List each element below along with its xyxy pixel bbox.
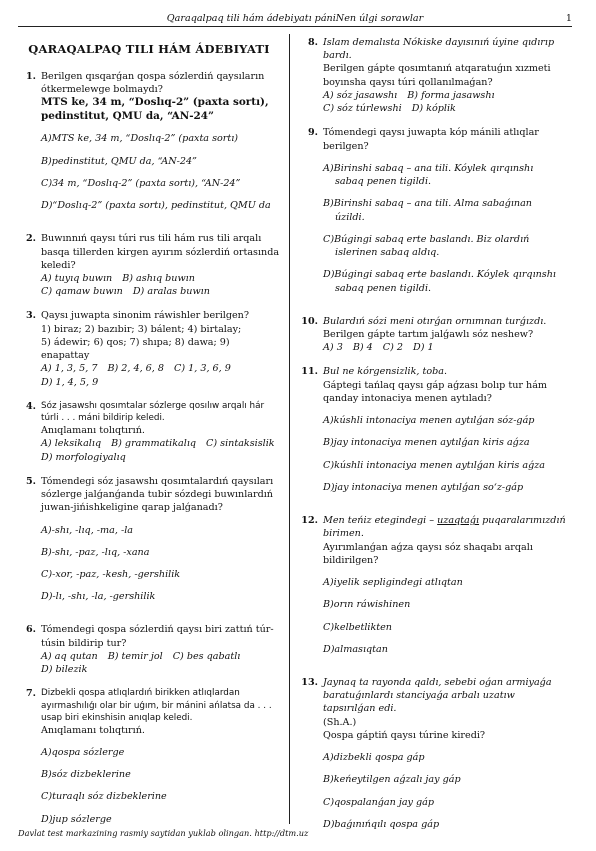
word-list-line-2: 5) ádewir; 6) qos; 7) shıpa; 8) dawa; 9) enapattay (41, 336, 230, 362)
question-12 (300, 514, 570, 665)
question-number: 8. (307, 37, 318, 48)
option-a-line-2: sabaq penen tigildi. (335, 176, 432, 188)
question-8 (300, 36, 570, 115)
left-column (18, 36, 280, 846)
question-text: Tómendegi qaysı juwapta kóp mánili atlıqlar berilgen? (323, 127, 539, 152)
option-d[interactable]: D) aralas buwın (132, 286, 210, 298)
option-c-line-1: C)Búgingi sabaq erte baslandı. Biz olardıń (323, 233, 530, 245)
option-b[interactable]: B)sóz dizbeklerine (41, 769, 131, 781)
option-d[interactable]: D) kóplik (411, 103, 456, 115)
option-a[interactable]: A)dizbekli qospa gáp (323, 752, 425, 764)
question-text: Sóz jasawshı qosımtalar sózlerge qosılıw arqalı hár túrli . . . máni bildirip keledi. (41, 400, 265, 423)
option-a[interactable]: A) tuyıq buwın (41, 273, 113, 284)
option-d[interactable]: D)“Doslıq-2” (paxta sortı), pedinstitut, QMU da (41, 200, 271, 212)
question-number: 12. (301, 515, 318, 527)
document-title: QARAQALPAQ TILI HÁM ÁDEBIYATI (28, 42, 270, 56)
option-d[interactable]: D) morfologiyalıq (41, 451, 126, 463)
question-text: Berilgen qısqarǵan qospa sózlerdiń qaysıların ótkermelewge bolmaydı? (41, 70, 265, 96)
option-a[interactable]: A)qospa sózlerge (41, 747, 125, 759)
option-a[interactable] (323, 162, 570, 188)
page-footer: Davlat test markazining rasmiy saytidan yuklab olingan. http://dtm.uz (18, 828, 309, 838)
option-d[interactable]: D)jay intonaciya menen aytılǵan so‘z-gáp (323, 481, 524, 493)
option-b[interactable]: B)keńeytilgen aǵzalı jay gáp (323, 774, 461, 786)
option-b[interactable]: B) grammatikalıq (111, 438, 197, 450)
option-b[interactable]: B) 2, 4, 6, 8 (107, 363, 164, 375)
page-number: 1 (565, 13, 572, 24)
option-c[interactable]: C) sintaksislik (206, 438, 275, 450)
option-c-line-2: islerinen sabaq aldıq. (335, 247, 440, 259)
option-c[interactable]: C) bes qabatlı (172, 650, 241, 662)
option-a[interactable]: A) sóz jasawshı (323, 89, 398, 101)
option-d[interactable]: D) bilezik (41, 664, 88, 676)
option-b[interactable]: B) 4 (352, 342, 373, 354)
question-text: Tómendegi sóz jasawshı qosımtalardıń qaysıları sózlerge jalǵanǵanda tubir sózdegi buwınlardıń juwan-jińishkeligine qarap jalǵanadı? (41, 475, 274, 514)
option-c[interactable]: C) 2 (382, 342, 404, 354)
option-d[interactable]: D)jup sózlerge (41, 813, 112, 825)
question-4 (18, 400, 280, 464)
quote-end: puqaralarımızdıń birimen. (323, 515, 566, 540)
question-instruction: Anıqlamanı tolıqtırıń. (41, 724, 145, 736)
question-number: 10. (301, 315, 318, 327)
option-c[interactable]: C)turaqlı sóz dizbeklerine (41, 791, 167, 803)
question-number: 4. (25, 400, 36, 412)
option-a[interactable]: A)-shı, -lıq, -ma, -la (41, 524, 133, 536)
question-13 (300, 676, 570, 840)
option-d[interactable]: D)baǵınıńqılı qospa gáp (323, 818, 440, 830)
question-number: 2. (25, 233, 36, 245)
question-quote: Bul ne kórgensizlik, toba. (323, 366, 448, 378)
quote-start: Men teńiz etegindegi – (323, 515, 435, 527)
question-quote (323, 514, 570, 540)
question-text: Berilgen gápte tartım jalǵawlı sóz neshew? (323, 328, 534, 340)
question-number: 7. (25, 688, 36, 700)
option-b[interactable] (323, 197, 570, 223)
option-c[interactable] (323, 233, 570, 259)
question-number: 11. (301, 366, 318, 378)
option-c[interactable]: C)34 m, “Doslıq-2” (paxta sortı), “AN-24” (41, 177, 241, 189)
question-quote: Bulardıń sózi meni otırǵan ornımnan turǵızdı. (323, 315, 547, 327)
option-c[interactable]: C)-xor, -paz, -kesh, -gershilik (41, 569, 181, 580)
question-text: Gáptegi tańlaq qaysı gáp aǵzası bolıp tur hám qanday intonaciya menen aytıladı? (323, 379, 548, 404)
question-number: 3. (25, 310, 36, 322)
option-b[interactable]: B) ashıq buwın (122, 273, 195, 284)
question-3 (18, 309, 280, 388)
quote-source: (Sh.A.) (323, 716, 357, 728)
question-quote: Jaynaq ta rayonda qaldı, sebebi oǵan armiyaǵa baratuǵınlardı stanciyaǵa arbalı uzatıw tapsırılǵan edi. (323, 676, 552, 715)
option-a[interactable]: A) 1, 3, 5, 7 (41, 363, 98, 375)
option-b[interactable]: B)jay intonaciya menen aytılǵan kiris aǵza (323, 437, 530, 449)
question-6 (18, 623, 280, 676)
question-1 (18, 70, 280, 221)
option-a[interactable]: A) aq qutan (41, 650, 98, 662)
option-c[interactable]: C) 1, 3, 6, 9 (174, 363, 231, 375)
option-c[interactable]: C)kelbetlikten (323, 621, 392, 633)
option-c[interactable]: C)qospalanǵan jay gáp (323, 796, 435, 808)
option-b[interactable]: B)-shı, -paz, -lıq, -xana (41, 546, 150, 558)
option-d[interactable] (323, 268, 570, 294)
question-number: 1. (25, 70, 36, 82)
option-a[interactable]: A)MTS ke, 34 m, “Doslıq-2” (paxta sortı) (41, 133, 239, 145)
question-5 (18, 475, 280, 613)
option-d[interactable]: D)-lı, -shı, -la, -gershilik (41, 591, 156, 603)
option-c[interactable]: C) qamaw buwın (41, 286, 123, 298)
option-b[interactable]: B) forma jasawshı (407, 89, 495, 101)
page-header (18, 12, 572, 27)
option-a[interactable]: A) 3 (323, 342, 343, 354)
question-11 (300, 365, 570, 503)
question-text: Tómendegi qospa sózlerdiń qaysı biri zattıń túr-túsin bildirip tur? (41, 624, 274, 649)
option-b-line-2: úzildi. (335, 211, 365, 223)
question-quote: Islam demalısta Nókiske dayısınıń úyine qıdırıp bardı. (323, 37, 555, 62)
option-d[interactable]: D)almasıqtan (323, 643, 388, 655)
question-text: Qospa gáptiń qaysı túrine kiredi? (323, 729, 486, 741)
option-b[interactable]: B)orın ráwishinen (323, 599, 411, 611)
question-number: 13. (301, 676, 318, 688)
option-d-line-1: D)Búgingi sabaq erte baslandı. Kóylek qırqınshı (323, 269, 556, 281)
option-a[interactable]: A)iyelik sepligindegi atlıqtan (323, 577, 463, 589)
question-text: Buwınnıń qaysı túri rus tili hám rus tili arqalı basqa tillerden kirgen ayırım sózlerdiń ortasında keledi? (41, 233, 280, 271)
option-b[interactable]: B)pedinstitut, QMU da, “AN-24” (41, 155, 197, 167)
question-text: Berilgen gápte qosımtanıń atqaratuǵın xızmeti boyınsha qaysı túri qollanılmaǵan? (323, 63, 551, 88)
question-number: 9. (307, 127, 318, 139)
question-number: 6. (25, 624, 36, 636)
quote-underlined-word: uzaqtaǵı (437, 515, 480, 527)
question-number: 5. (25, 475, 36, 487)
question-7 (18, 687, 280, 835)
header-title: Qaraqalpaq tili hám ádebiyatı pániNen úlgi sorawlar (166, 13, 424, 24)
option-a[interactable]: A)kúshli intonaciya menen aytılǵan sóz-gáp (323, 415, 535, 427)
question-2 (18, 232, 280, 298)
option-d[interactable]: D) 1, 4, 5, 9 (41, 376, 99, 388)
option-a[interactable]: A) leksikalıq (41, 438, 102, 450)
question-instruction: Anıqlamanı tolıqtırıń. (41, 425, 145, 437)
option-c[interactable]: C)kúshli intonaciya menen aytılǵan kiris aǵza (323, 459, 545, 471)
question-highlight: MTS ke, 34 m, “Doslıq-2” (paxta sortı), pedinstitut, QMU da, “AN-24” (41, 96, 269, 122)
option-c[interactable]: C) sóz túrlewshi (323, 103, 402, 115)
word-list-line-1: 1) biraz; 2) bazıbir; 3) bálent; 4) birtalay; (41, 323, 242, 335)
right-column (300, 36, 570, 851)
column-divider (289, 34, 290, 824)
question-text: Qaysı juwapta sinonim ráwishler berilgen? (41, 310, 249, 322)
option-b[interactable]: B) temir jol (107, 650, 163, 662)
question-9 (300, 126, 570, 303)
option-b-line-1: B)Birinshi sabaq – ana tili. Alma sabaǵınan (323, 198, 532, 210)
question-text: Dizbekli qospa atlıqlardıń birikken atlıqlardan ayırmashılıǵı olar bir uǵım, bir mánini ańlatsa da . . . usap biri ekinshisin anıqlap keledi. (41, 688, 272, 723)
option-a-line-1: A)Birinshi sabaq – ana tili. Kóylek qırqınshı (323, 162, 534, 174)
question-text: Ayırımlanǵan aǵza qaysı sóz shaqabı arqalı bildirilgen? (323, 541, 533, 566)
option-d-line-2: sabaq penen tigildi. (335, 282, 432, 294)
question-10 (300, 315, 570, 355)
option-d[interactable]: D) 1 (413, 342, 434, 354)
